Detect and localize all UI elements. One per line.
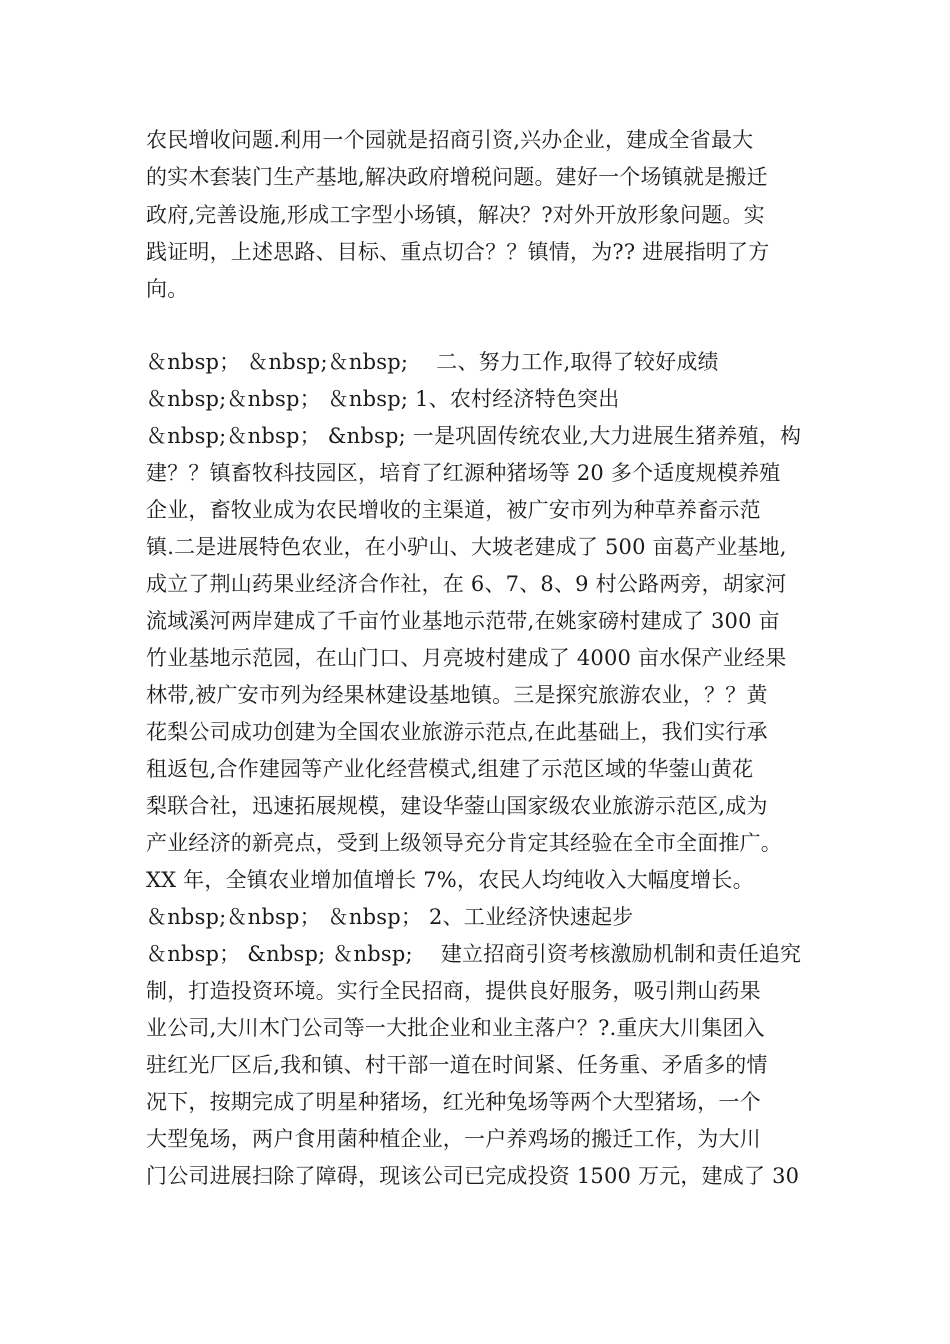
text-line: 林带,被广安市列为经果林建设基地镇。三是探究旅游农业，？？黄 [146, 683, 768, 707]
text-line: 花梨公司成功创建为全国农业旅游示范点,在此基础上，我们实行承 [146, 720, 768, 744]
text-line: 向。 [146, 277, 189, 301]
text-line: 产业经济的新亮点，受到上级领导充分肯定其经验在全市全面推广。 [146, 831, 782, 855]
text-line: 农民增收问题.利用一个园就是招商引资,兴办企业，建成全省最大 [146, 128, 754, 152]
text-line: 梨联合社，迅速拓展规模，建设华蓥山国家级农业旅游示范区,成为 [146, 794, 768, 818]
subsection-heading: ＆nbsp;＆nbsp； ＆nbsp; 1、农村经济特色突出 [146, 387, 620, 411]
text-line: 业公司,大川木门公司等一大批企业和业主落户？?.重庆大川集团入 [146, 1016, 765, 1040]
text-line: 租返包,合作建园等产业化经营模式,组建了示范区域的华蓥山黄花 [146, 757, 754, 781]
text-line: XX 年，全镇农业增加值增长 7%，农民人均纯收入大幅度增长。 [146, 868, 754, 892]
text-line: 成立了荆山药果业经济合作社，在 6、7、8、9 村公路两旁，胡家河 [146, 572, 787, 596]
text-line: 驻红光厂区后,我和镇、村干部一道在时间紧、任务重、矛盾多的情 [146, 1053, 768, 1077]
text-line: 镇.二是进展特色农业，在小驴山、大坡老建成了 500 亩葛产业基地, [146, 535, 787, 559]
text-line: 政府,完善设施,形成工字型小场镇，解决？?对外开放形象问题。实 [146, 203, 765, 227]
text-line: 流域溪河两岸建成了千亩竹业基地示范带,在姚家磅村建成了 300 亩 [146, 609, 780, 633]
text-line: 竹业基地示范园，在山门口、月亮坡村建成了 4000 亩水保产业经果 [146, 646, 787, 670]
text-line: 况下，按期完成了明星种猪场，红光种兔场等两个大型猪场，一个 [146, 1090, 761, 1114]
section-heading: ＆nbsp； ＆nbsp;＆nbsp; 二、努力工作,取得了较好成绩 [146, 350, 719, 374]
text-line: 企业，畜牧业成为农民增收的主渠道，被广安市列为种草养畜示范 [146, 498, 761, 522]
text-line: 践证明，上述思路、目标、重点切合？？镇情，为?? 进展指明了方 [146, 240, 770, 264]
text-line: 门公司进展扫除了障碍，现该公司已完成投资 1500 万元，建成了 30 [146, 1164, 800, 1188]
text-line: 大型兔场，两户食用菌种植企业，一户养鸡场的搬迁工作，为大川 [146, 1127, 761, 1151]
text-line: 建？？镇畜牧科技园区，培育了红源种猪场等 20 多个适度规模养殖 [146, 461, 781, 485]
text-line: ＆nbsp;＆nbsp； &nbsp; 一是巩固传统农业,大力进展生猪养殖，构 [146, 424, 802, 448]
text-line: 制，打造投资环境。实行全民招商，提供良好服务，吸引荆山药果 [146, 979, 761, 1003]
subsection-heading: ＆nbsp;＆nbsp； ＆nbsp； 2、工业经济快速起步 [146, 905, 634, 929]
text-line: 的实木套装门生产基地,解决政府增税问题。建好一个场镇就是搬迁 [146, 165, 768, 189]
text-line: ＆nbsp； &nbsp; ＆nbsp; 建立招商引资考核激励机制和责任追究 [146, 942, 802, 966]
